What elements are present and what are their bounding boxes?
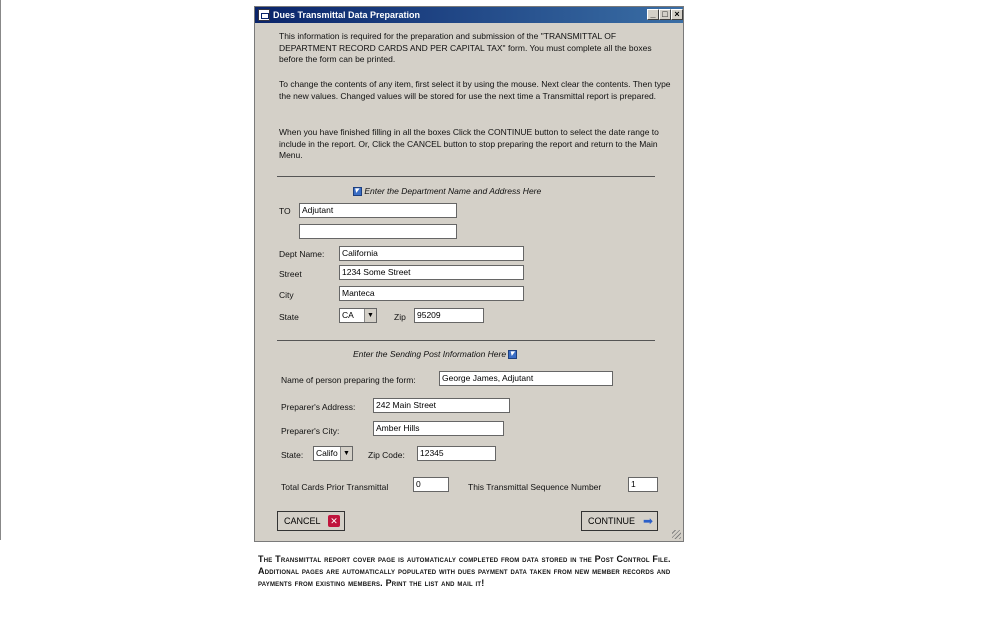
street-label: Street [279, 269, 302, 279]
transmittal-dialog [254, 6, 684, 542]
post-state-value: Califo [316, 448, 338, 458]
intro-paragraph-2: To change the contents of any item, first select it by using the mouse. Next clear the contents. Then type the new values. Changed values will be stored for use the next time a Transmittal report is prepared. [279, 79, 671, 101]
down-arrow-icon [353, 187, 362, 196]
city-input[interactable]: Manteca [339, 286, 524, 301]
cancel-button[interactable] [277, 511, 345, 531]
post-zip-input[interactable]: 12345 [417, 446, 496, 461]
zip-input[interactable]: 95209 [414, 308, 484, 323]
resize-grip-icon[interactable] [672, 530, 681, 539]
maximize-button[interactable]: □ [659, 9, 671, 20]
preparer-address-label: Preparer's Address: [281, 402, 356, 412]
department-section-header [353, 186, 541, 196]
app-icon [258, 9, 270, 21]
to-input[interactable]: Adjutant [299, 203, 457, 218]
intro-paragraph-3: When you have finished filling in all the boxes Click the CONTINUE button to select the date range to include in the report. Or, Click the CANCEL button to stop preparing the report and return to the Main Menu. [279, 127, 659, 160]
chevron-down-icon[interactable]: ▼ [340, 447, 352, 460]
zip-label: Zip [394, 312, 406, 322]
down-arrow-icon [508, 350, 517, 359]
to-label: TO [279, 206, 291, 216]
dept-name-input[interactable]: California [339, 246, 524, 261]
chevron-down-icon[interactable]: ▼ [364, 309, 376, 322]
preparer-name-input[interactable]: George James, Adjutant [439, 371, 613, 386]
street-input[interactable]: 1234 Some Street [339, 265, 524, 280]
post-section-header [353, 349, 517, 359]
city-label: City [279, 290, 294, 300]
to-input-line2[interactable] [299, 224, 457, 239]
intro-paragraph-1: This information is required for the preparation and submission of the "TRANSMITTAL OF DEPARTMENT RECORD CARDS AND PER CAPITAL TAX" form. You must complete all the boxes before the form can be printed. [279, 31, 652, 64]
separator-2 [277, 340, 655, 341]
cancel-icon: ✕ [328, 515, 340, 527]
post-section-title: Enter the Sending Post Information Here [353, 349, 507, 359]
post-state-dropdown[interactable] [313, 446, 353, 461]
close-button[interactable]: × [671, 9, 683, 20]
cancel-button-label: CANCEL [284, 516, 321, 526]
post-state-label: State: [281, 450, 304, 460]
state-value: CA [342, 310, 354, 320]
post-zip-label: Zip Code: [368, 450, 405, 460]
title-bar[interactable] [255, 7, 683, 23]
preparer-city-input[interactable]: Amber Hills [373, 421, 504, 436]
preparer-name-label: Name of person preparing the form: [281, 375, 416, 385]
sequence-input[interactable]: 1 [628, 477, 658, 492]
sequence-label: This Transmittal Sequence Number [468, 482, 602, 492]
minimize-button[interactable]: _ [647, 9, 659, 20]
dept-name-label: Dept Name: [279, 249, 325, 259]
background-edge [0, 0, 1, 540]
state-label: State [279, 312, 299, 322]
preparer-city-label: Preparer's City: [281, 426, 340, 436]
continue-button[interactable] [581, 511, 658, 531]
continue-button-label: CONTINUE [588, 516, 635, 526]
caption-text: The Transmittal report cover page is automaticaly completed from data stored in the Post Control File. Additional pages are automatically populated with dues payment data taken from new member records and payments from existing members. Print the list and mail it! [258, 554, 671, 588]
total-cards-label: Total Cards Prior Transmittal [281, 482, 389, 492]
right-arrow-icon: ➡ [642, 514, 653, 528]
total-cards-input[interactable]: 0 [413, 477, 449, 492]
preparer-address-input[interactable]: 242 Main Street [373, 398, 510, 413]
window-title: Dues Transmittal Data Preparation [273, 10, 421, 20]
state-dropdown[interactable] [339, 308, 377, 323]
separator-1 [277, 176, 655, 177]
department-section-title: Enter the Department Name and Address Here [364, 186, 542, 196]
